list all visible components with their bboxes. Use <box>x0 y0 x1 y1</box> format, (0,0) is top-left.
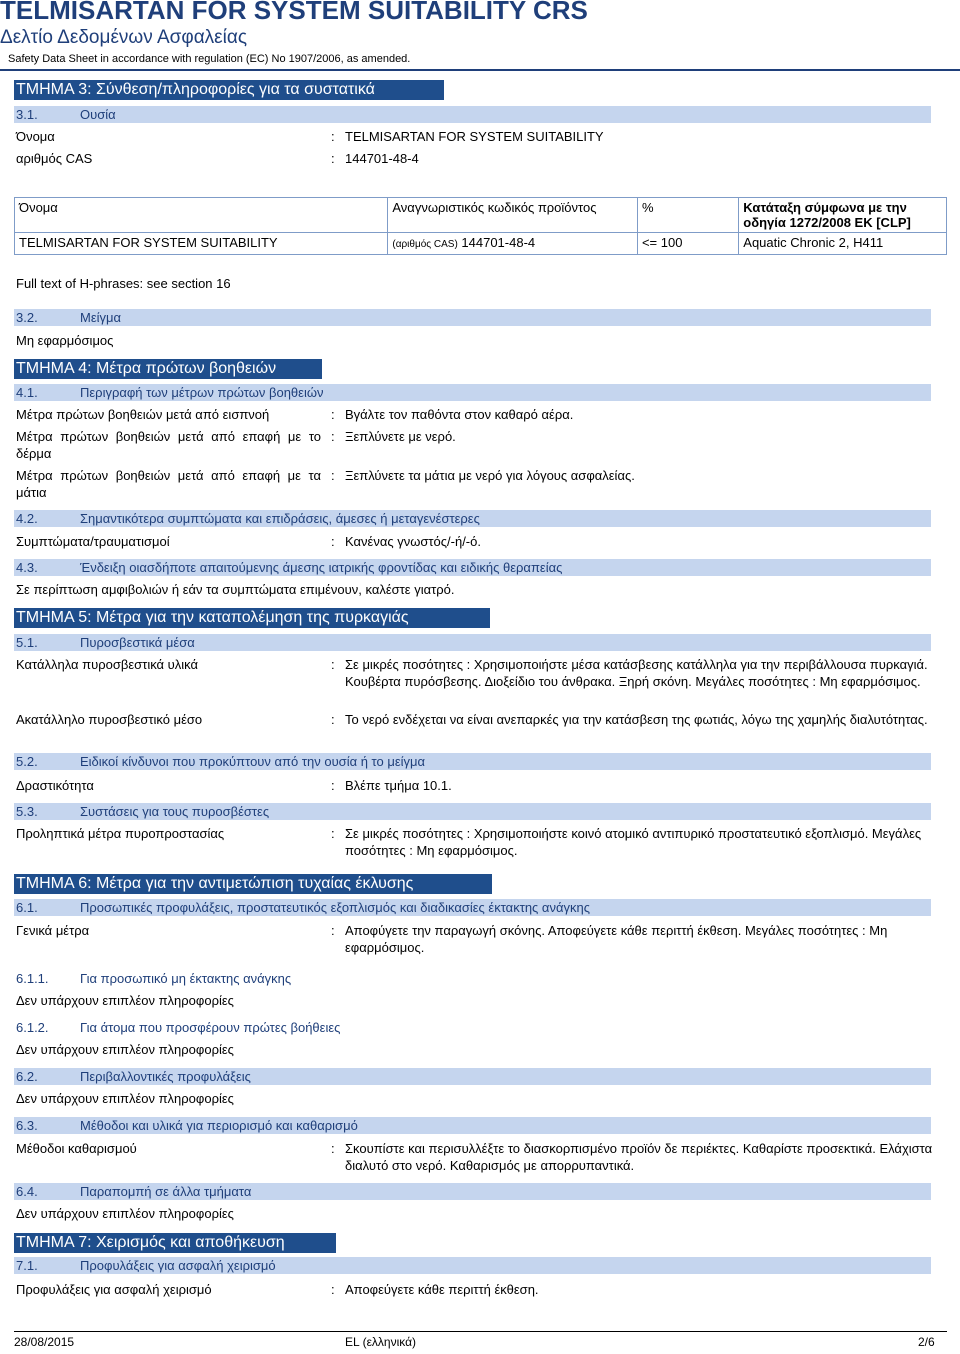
cas-value: 144701-48-4 <box>345 151 419 166</box>
reactivity-value: Βλέπε τμήμα 10.1. <box>345 778 452 793</box>
cas-prefix: (αριθμός CAS) <box>392 239 458 250</box>
subsection-title: Ένδειξη οιασδήποτε απαιτούμενης άμεσης ιατρικής φροντίδας και ειδικής θεραπείας <box>80 560 563 575</box>
subsection-5-1 <box>14 634 931 651</box>
safe-handling-label: Προφυλάξεις για ασφαλή χειρισμό <box>16 1282 212 1297</box>
unsuitable-media-value: Το νερό ενδέχεται να είναι ανεπαρκές για την κατάσβεση της φωτιάς, λόγω της χαμηλής διαλυτότητας. <box>345 712 928 727</box>
footer-date: 28/08/2015 <box>14 1335 75 1349</box>
subsection-3-2 <box>14 309 931 326</box>
subsection-number: 6.2. <box>16 1069 38 1084</box>
subsection-number: 5.3. <box>16 804 38 819</box>
hphrases-note: Full text of H-phrases: see section 16 <box>16 276 231 291</box>
subsection-title: Προφυλάξεις για ασφαλή χειρισμό <box>80 1258 276 1273</box>
colon: : <box>331 429 335 444</box>
first-aid-skin-label: Μέτρα πρώτων βοηθειών μετά από επαφή με το δέρμα <box>16 429 321 461</box>
subsection-number: 5.1. <box>16 635 38 650</box>
fire-precautions-value: Σε μικρές ποσότητες : Χρησιμοποιήστε κοινό ατομικό αντιπυρικό προστατευτικό εξοπλισμό. Μεγάλες ποσότητες : Μη εφαρμόσιμος. <box>345 826 922 858</box>
symptoms-label: Συμπτώματα/τραυματισμοί <box>16 534 170 549</box>
subsection-title: Προσωπικές προφυλάξεις, προστατευτικός εξοπλισμός και διαδικασίες έκτακτης ανάγκης <box>80 900 590 915</box>
subsection-title: Για προσωπικό μη έκτακτης ανάγκης <box>80 971 292 986</box>
subsection-number: 6.4. <box>16 1184 38 1199</box>
subsection-number: 7.1. <box>16 1258 38 1273</box>
subsection-4-2 <box>14 510 931 527</box>
colon: : <box>331 407 335 422</box>
reactivity-label: Δραστικότητα <box>16 778 94 793</box>
subsection-title: Περιβαλλοντικές προφυλάξεις <box>80 1069 251 1084</box>
subsection-number: 6.1.2. <box>16 1020 49 1035</box>
subsection-5-3 <box>14 803 931 820</box>
name-label: Όνομα <box>16 129 55 144</box>
no-info-text: Δεν υπάρχουν επιπλέον πληροφορίες <box>16 993 234 1008</box>
colon: : <box>331 826 335 841</box>
regulation-note: Safety Data Sheet in accordance with regulation (EC) No 1907/2006, as amended. <box>8 53 411 65</box>
no-info-text: Δεν υπάρχουν επιπλέον πληροφορίες <box>16 1091 234 1106</box>
colon: : <box>331 923 335 938</box>
colon: : <box>331 657 335 672</box>
subsection-title: Πυροσβεστικά μέσα <box>80 635 195 650</box>
suitable-media-label: Κατάλληλα πυροσβεστικά υλικά <box>16 657 199 672</box>
section-3-title: ΤΜΗΜΑ 3: Σύνθεση/πληροφορίες για τα συστατικά <box>14 80 444 100</box>
general-measures-label: Γενικά μέτρα <box>16 923 90 938</box>
subsection-number: 4.1. <box>16 385 38 400</box>
cell-classification: Aquatic Chronic 2, H411 <box>739 233 947 255</box>
header-classification: Κατάταξη σύμφωνα με την οδηγία 1272/2008 ΕΚ [CLP] <box>739 198 947 233</box>
subsection-number: 6.1.1. <box>16 971 49 986</box>
first-aid-skin-value: Ξεπλύνετε με νερό. <box>345 429 456 444</box>
subsection-3-1 <box>14 106 931 123</box>
subsection-number: 3.2. <box>16 310 38 325</box>
subsection-title: Σημαντικότερα συμπτώματα και επιδράσεις, άμεσες ή μεταγενέστερες <box>80 511 480 526</box>
footer-language: EL (ελληνικά) <box>345 1335 417 1349</box>
subsection-6-4 <box>14 1183 931 1200</box>
subsection-6-1-2 <box>16 1020 341 1036</box>
subsection-number: 6.1. <box>16 900 38 915</box>
colon: : <box>331 468 335 483</box>
safe-handling-value: Αποφεύγετε κάθε περιττή έκθεση. <box>345 1282 539 1297</box>
cleaning-methods-label: Μέθοδοι καθαρισμού <box>16 1141 137 1156</box>
unsuitable-media-label: Ακατάλληλο πυροσβεστικό μέσο <box>16 712 203 727</box>
subsection-number: 4.2. <box>16 511 38 526</box>
colon: : <box>331 151 335 166</box>
colon: : <box>331 1282 335 1297</box>
subsection-6-3 <box>14 1117 931 1134</box>
section-7-title: ΤΜΗΜΑ 7: Χειρισμός και αποθήκευση <box>14 1233 336 1253</box>
general-measures-value: Αποφύγετε την παραγωγή σκόνης. Αποφεύγετε κάθε περιττή έκθεση. Μεγάλες ποσότητες : Μη εφαρμόσιμος. <box>345 923 888 955</box>
doctor-note: Σε περίπτωση αμφιβολιών ή εάν τα συμπτώματα επιμένουν, καλέστε γιατρό. <box>16 582 455 597</box>
first-aid-inhalation-value: Βγάλτε τον παθόντα στον καθαρό αέρα. <box>345 407 574 422</box>
subsection-title: Συστάσεις για τους πυροσβέστες <box>80 804 270 819</box>
subsection-title: Παραπομπή σε άλλα τμήματα <box>80 1184 252 1199</box>
product-title: TELMISARTAN FOR SYSTEM SUITABILITY CRS <box>0 0 588 25</box>
first-aid-eyes-value: Ξεπλύνετε τα μάτια με νερό για λόγους ασφαλείας. <box>345 468 635 483</box>
subsection-title: Περιγραφή των μέτρων πρώτων βοηθειών <box>80 385 324 400</box>
section-5-title: ΤΜΗΜΑ 5: Μέτρα για την καταπολέμηση της πυρκαγιάς <box>14 608 490 628</box>
subsection-number: 4.3. <box>16 560 38 575</box>
subsection-title: Για άτομα που προσφέρουν πρώτες βοήθειες <box>80 1020 341 1035</box>
not-applicable-text: Μη εφαρμόσιμος <box>16 333 114 348</box>
subsection-6-2 <box>14 1068 931 1085</box>
colon: : <box>331 778 335 793</box>
cell-name: TELMISARTAN FOR SYSTEM SUITABILITY <box>15 233 388 255</box>
header-divider <box>0 69 960 71</box>
colon: : <box>331 129 335 144</box>
first-aid-inhalation-label: Μέτρα πρώτων βοηθειών μετά από εισπνοή <box>16 407 270 422</box>
cell-percent: <= 100 <box>637 233 738 255</box>
subsection-number: 5.2. <box>16 754 38 769</box>
footer-divider <box>14 1331 947 1332</box>
subsection-title: Ουσία <box>80 107 116 122</box>
subsection-5-2 <box>14 753 931 770</box>
subsection-4-1 <box>14 384 931 401</box>
section-6-title: ΤΜΗΜΑ 6: Μέτρα για την αντιμετώπιση τυχαίας έκλυσης <box>14 874 492 894</box>
name-value: TELMISARTAN FOR SYSTEM SUITABILITY <box>345 129 604 144</box>
subsection-4-3 <box>14 559 931 576</box>
cas-number: 144701-48-4 <box>461 235 536 250</box>
subsection-title: Μέθοδοι και υλικά για περιορισμό και καθαρισμό <box>80 1118 358 1133</box>
cas-label: αριθμός CAS <box>16 151 93 166</box>
table-header-row <box>15 198 947 233</box>
cleaning-methods-value: Σκουπίστε και περισυλλέξτε το διασκορπισμένο προϊόν δε περιέκτες. Καθαρίστε προσεκτικά. Ελάχιστα διαλυτό στο νερό. Καθαρισμός με απορρυπαντικά. <box>345 1141 933 1173</box>
header-name: Όνομα <box>15 198 388 233</box>
fire-precautions-label: Προληπτικά μέτρα πυροπροστασίας <box>16 826 225 841</box>
document-type: Δελτίο Δεδομένων Ασφαλείας <box>0 27 248 48</box>
first-aid-eyes-label: Μέτρα πρώτων βοηθειών μετά από επαφή με τα μάτια <box>16 468 321 500</box>
subsection-6-1 <box>14 899 931 916</box>
subsection-7-1 <box>14 1257 931 1274</box>
cell-id <box>388 233 638 255</box>
subsection-number: 6.3. <box>16 1118 38 1133</box>
table-row <box>15 233 947 255</box>
no-info-text: Δεν υπάρχουν επιπλέον πληροφορίες <box>16 1042 234 1057</box>
colon: : <box>331 534 335 549</box>
subsection-title: Μείγμα <box>80 310 122 325</box>
no-info-text: Δεν υπάρχουν επιπλέον πληροφορίες <box>16 1206 234 1221</box>
subsection-title: Ειδικοί κίνδυνοι που προκύπτουν από την ουσία ή το μείγμα <box>80 754 426 769</box>
section-4-title: ΤΜΗΜΑ 4: Μέτρα πρώτων βοηθειών <box>14 359 322 379</box>
subsection-number: 3.1. <box>16 107 38 122</box>
colon: : <box>331 1141 335 1156</box>
colon: : <box>331 712 335 727</box>
composition-table <box>14 197 947 255</box>
header-percent: % <box>637 198 738 233</box>
symptoms-value: Κανένας γνωστός/-ή/-ό. <box>345 534 481 549</box>
header-id: Αναγνωριστικός κωδικός προϊόντος <box>388 198 638 233</box>
suitable-media-value: Σε μικρές ποσότητες : Χρησιμοποιήστε μέσα κατάσβεσης κατάλληλα για την περιβάλλουσα πυρκαγιά. Κουβέρτα πυρόσβεσης. Διοξείδιο του άνθρακα. Ξηρή σκόνη. Μεγάλες ποσότητες : Μη εφαρμόσιμος. <box>345 657 928 689</box>
footer-page-number: 2/6 <box>918 1335 935 1349</box>
subsection-6-1-1 <box>16 971 292 987</box>
